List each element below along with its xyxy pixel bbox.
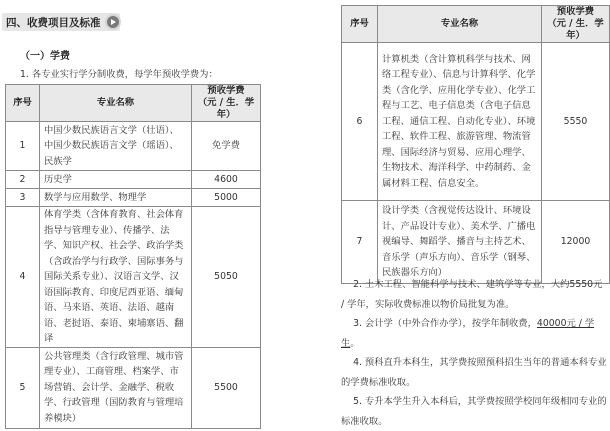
section-banner (2, 13, 120, 31)
table-row (342, 43, 610, 201)
notes-block (341, 275, 607, 431)
lead-text: 1. 各专业实行学分制收费，每学年预收学费为： (20, 69, 218, 80)
note-5: 5. 专升本学生升入本科后，其学费按照学校同年级相同专业的标准收取。 (341, 396, 607, 427)
row-major: 计算机类（含计算机科学与技术、网络工程专业）、信息与计算科学、化学类（含化学、应用化学专业）、化学工程与工艺、电子信息类（含电子信息工程、通信工程、自动化专业）、环境工程、软件工程、旅游管理、物流管理、国际经济与贸易、应用心理学、生物技术、海洋科学、中药制药、金属材料工程、信息安全。 (378, 43, 542, 201)
header-major: 专业名称 (40, 85, 192, 122)
row-fee: 12000 (542, 201, 610, 284)
note-3-end: 。 (350, 337, 360, 349)
play-icon (105, 14, 121, 30)
header-fee-line2: （元 / 生．学年） (197, 97, 255, 120)
row-fee: 5550 (542, 43, 610, 201)
row-fee: 5000 (192, 189, 261, 207)
row-major: 数学与应用数学、物理学 (40, 189, 192, 207)
header-fee (542, 6, 610, 43)
header-major: 专业名称 (378, 6, 542, 43)
table-row (6, 347, 261, 428)
header-seq: 序号 (6, 85, 40, 122)
row-seq: 5 (6, 347, 40, 428)
tuition-table-right (341, 5, 610, 284)
header-fee-line2: （元 / 生．学年） (547, 18, 604, 41)
left-page (0, 0, 305, 424)
row-major: 历史学 (40, 171, 192, 189)
header-fee-line1: 预收学费 (556, 6, 595, 17)
table-row (6, 189, 261, 207)
table-row (6, 122, 261, 171)
note-2: 2. 土木工程、智能科学与技术、建筑学等专业，大约5550元 / 学年，实际收费标准以物价局批复为准。 (341, 279, 603, 310)
row-major: 体育学类（含体育教育、社会体育指导与管理专业）、传播学、法学、知识产权、社会学、政治学类（含政治学与行政学、国际事务与国际关系专业）、汉语言文学、汉语国际教育、印度尼西亚语、缅甸语、马来语、英语、法语、越南语、老挝语、泰语、柬埔寨语、翻译 (40, 207, 192, 348)
tuition-table-left (5, 84, 261, 429)
row-seq: 1 (6, 122, 40, 171)
row-major: 公共管理类（含行政管理、城市管理专业）、工商管理、档案学、市场营销、会计学、金融学、税收学、行政管理（国防教育与管理培养模块） (40, 347, 192, 428)
right-page (305, 0, 610, 427)
table-row (6, 171, 261, 189)
row-major: 中国少数民族语言文学（壮语）、中国少数民族语言文学（瑶语）、民族学 (40, 122, 192, 171)
row-seq: 4 (6, 207, 40, 348)
note-4: 4. 预科直升本科生，其学费按照预科招生当年的普通本科专业的学费标准收取。 (341, 357, 607, 388)
header-seq: 序号 (342, 6, 378, 43)
table-row (6, 207, 261, 348)
row-seq: 2 (6, 171, 40, 189)
tuition-subtitle: （一）学费 (20, 51, 70, 62)
note-3-amount: 40000元 / 学生 (341, 318, 595, 349)
header-fee-line1: 预收学费 (207, 85, 245, 96)
row-fee: 5050 (192, 207, 261, 348)
table-row (342, 201, 610, 284)
row-fee: 5500 (192, 347, 261, 428)
section-title: 四、收费项目及标准 (6, 17, 101, 29)
note-3-text: 3. 会计学（中外合作办学），按学年制收费， (353, 318, 537, 329)
row-seq: 6 (342, 43, 378, 201)
row-seq: 3 (6, 189, 40, 207)
row-fee: 免学费 (192, 122, 261, 171)
row-fee: 4600 (192, 171, 261, 189)
header-fee (192, 85, 261, 122)
row-seq: 7 (342, 201, 378, 284)
note-3 (341, 314, 607, 353)
row-major: 设计学类（含视觉传达设计、环境设计、产品设计专业）、美术学、广播电视编导、舞蹈学、播音与主持艺术、音乐学（声乐方向）、音乐学（钢琴、民族器乐方向） (378, 201, 542, 284)
